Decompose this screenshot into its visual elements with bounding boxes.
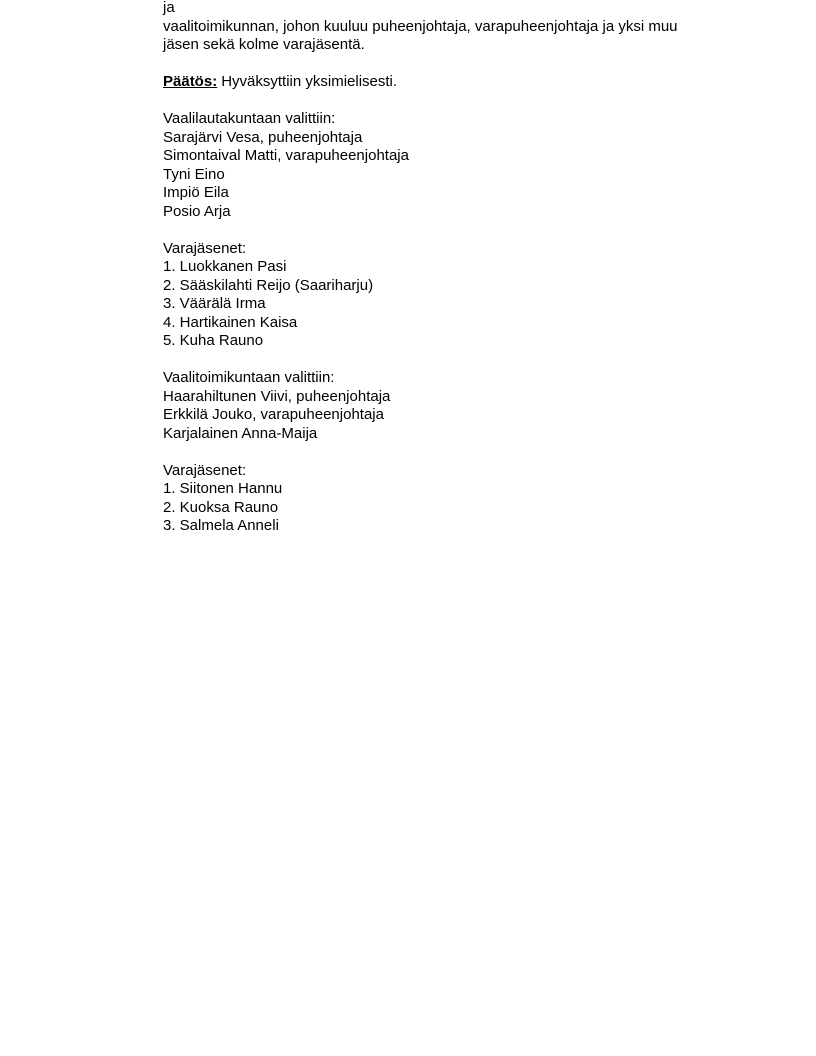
election-board-deputies-heading: Varajäsenet: <box>163 239 247 257</box>
election-committee-member: Erkkilä Jouko, varapuheenjohtaja <box>163 406 384 423</box>
election-committee-deputies-heading: Varajäsenet: <box>163 461 247 479</box>
election-board-member: Posio Arja <box>163 202 231 220</box>
decision-label: Päätös: <box>163 73 218 90</box>
spacer <box>163 221 763 240</box>
election-board-deputy: 5. Kuha Rauno <box>163 332 264 349</box>
spacer <box>163 351 763 370</box>
election-board-member: Simontaival Matti, varapuheenjohtaja <box>163 147 409 164</box>
election-board-member: Tyni Eino <box>163 165 225 183</box>
election-board-deputy: 2. Sääskilahti Reijo (Saariharju) <box>163 276 374 294</box>
intro-line-2: vaalitoimikunnan, johon kuuluu puheenjohtaja, varapuheenjohtaja ja yksi muu <box>163 17 678 35</box>
election-board-member: Sarajärvi Vesa, puheenjohtaja <box>163 128 363 146</box>
election-board-deputy: 3. Väärälä Irma <box>163 295 266 312</box>
election-committee-member: Haarahiltunen Viivi, puheenjohtaja <box>163 387 391 405</box>
intro-line-3: jäsen sekä kolme varajäsentä. <box>163 36 365 53</box>
spacer <box>163 92 763 111</box>
decision-line <box>163 73 763 92</box>
election-committee-member: Karjalainen Anna-Maija <box>163 424 318 442</box>
document-page <box>163 0 763 536</box>
spacer <box>163 443 763 462</box>
election-board-heading: Vaalilautakuntaan valittiin: <box>163 110 336 127</box>
spacer <box>163 55 763 74</box>
election-committee-deputy: 3. Salmela Anneli <box>163 517 279 534</box>
intro-line-1: ja <box>163 0 175 16</box>
election-committee-heading: Vaalitoimikuntaan valittiin: <box>163 369 335 386</box>
election-board-deputy: 1. Luokkanen Pasi <box>163 258 287 275</box>
election-committee-deputy: 1. Siitonen Hannu <box>163 480 283 497</box>
decision-text: Hyväksyttiin yksimielisesti. <box>221 73 398 90</box>
election-board-deputy: 4. Hartikainen Kaisa <box>163 313 298 331</box>
election-board-member: Impiö Eila <box>163 184 229 201</box>
election-committee-deputy: 2. Kuoksa Rauno <box>163 498 279 516</box>
